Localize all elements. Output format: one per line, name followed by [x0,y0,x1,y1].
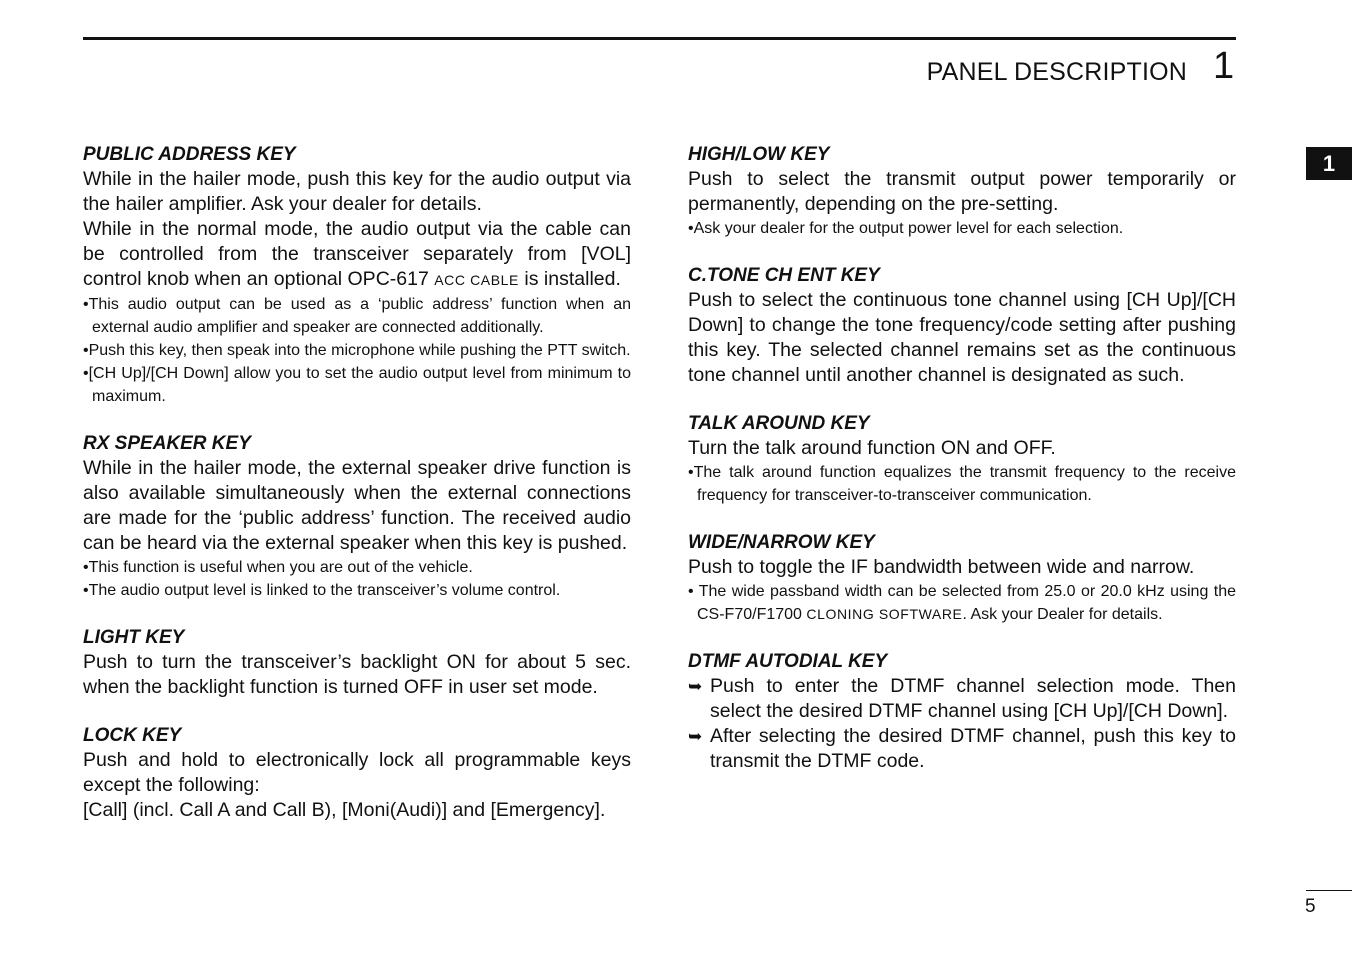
section-public-address [83,142,631,408]
section-heading: WIDE/NARROW KEY [688,532,875,553]
left-column [83,142,631,846]
paragraph: [Call] (incl. Call A and Call B), [Moni(Audi)] and [Emergency]. [83,799,606,821]
note-item: •[CH Up]/[CH Down] allow you to set the audio output level from minimum to maximum. [83,365,631,405]
section-lock [83,723,631,823]
right-column [688,142,1236,797]
chapter-number: 1 [1213,45,1235,87]
section-high-low [688,142,1236,240]
section-heading: LIGHT KEY [83,627,185,648]
section-heading: C.TONE CH ENT KEY [688,265,880,286]
section-heading: TALK AROUND KEY [688,413,870,434]
section-light [83,625,631,700]
paragraph: Push to turn the transceiver’s backlight ON for about 5 sec. when the backlight function is turned OFF in user set mode. [83,651,631,698]
section-dtmf [688,649,1236,774]
chapter-tab: 1 [1306,147,1352,180]
arrow-icon: ➥ [688,677,703,696]
section-ctone [688,263,1236,388]
section-rx-speaker [83,431,631,602]
paragraph: Push to select the transmit output power temporarily or permanently, depending on the pre-setting. [688,168,1236,215]
page-title: PANEL DESCRIPTION [926,58,1187,86]
note-item: •Push this key, then speak into the microphone while pushing the PTT switch. [83,342,631,359]
section-heading: LOCK KEY [83,725,182,746]
top-rule [83,37,1236,40]
note-item: •The talk around function equalizes the transmit frequency to the receive frequency for transceiver-to-transceiver communication. [688,464,1236,504]
paragraph: Push and hold to electronically lock all programmable keys except the following: [83,749,631,796]
section-heading: RX SPEAKER KEY [83,433,251,454]
section-heading: HIGH/LOW KEY [688,144,830,165]
section-wide-narrow [688,530,1236,626]
small-caps-text: CLONING SOFTWARE [806,606,963,622]
small-caps-text: ACC CABLE [434,272,519,288]
paragraph: Push to select the continuous tone channel using [CH Up]/[CH Down] to change the tone frequency/code setting after pushing this key. The selected channel remains set as the continuous tone channel until another channel is designated as such. [688,289,1236,386]
paragraph: Push to toggle the IF bandwidth between wide and narrow. [688,556,1195,578]
arrow-icon: ➥ [688,727,703,746]
page-number-rule [1306,890,1352,891]
paragraph: Turn the talk around function ON and OFF. [688,437,1056,459]
note-item: •Ask your dealer for the output power level for each selection. [688,220,1124,237]
step-item: ➥ Push to enter the DTMF channel selection mode. Then select the desired DTMF channel using [CH Up]/[CH Down]. [688,675,1236,722]
paragraph: While in the normal mode, the audio output via the cable can be controlled from the transceiver separately from [VOL] control knob when an optional OPC-617 ACC CABLE is installed. [83,218,631,290]
paragraph: While in the hailer mode, push this key for the audio output via the hailer amplifier. Ask your dealer for details. [83,168,631,215]
section-heading: DTMF AUTODIAL KEY [688,651,888,672]
note-item: •This function is useful when you are out of the vehicle. [83,559,473,576]
step-item: ➥ After selecting the desired DTMF channel, push this key to transmit the DTMF code. [688,725,1236,772]
section-talk-around [688,411,1236,507]
note-item: •This audio output can be used as a ‘public address’ function when an external audio amplifier and speaker are connected additionally. [83,296,631,336]
note-item: •The audio output level is linked to the transceiver’s volume control. [83,582,561,599]
paragraph: While in the hailer mode, the external speaker drive function is also available simultaneously when the external connections are made for the ‘public address’ function. The received audio can be heard via the external speaker when this key is pushed. [83,457,631,554]
note-item: • The wide passband width can be selected from 25.0 or 20.0 kHz using the CS-F70/F1700 CLONING SOFTWARE. Ask your Dealer for details. [688,583,1237,623]
section-heading: PUBLIC ADDRESS KEY [83,144,296,165]
page-number: 5 [1305,896,1316,917]
